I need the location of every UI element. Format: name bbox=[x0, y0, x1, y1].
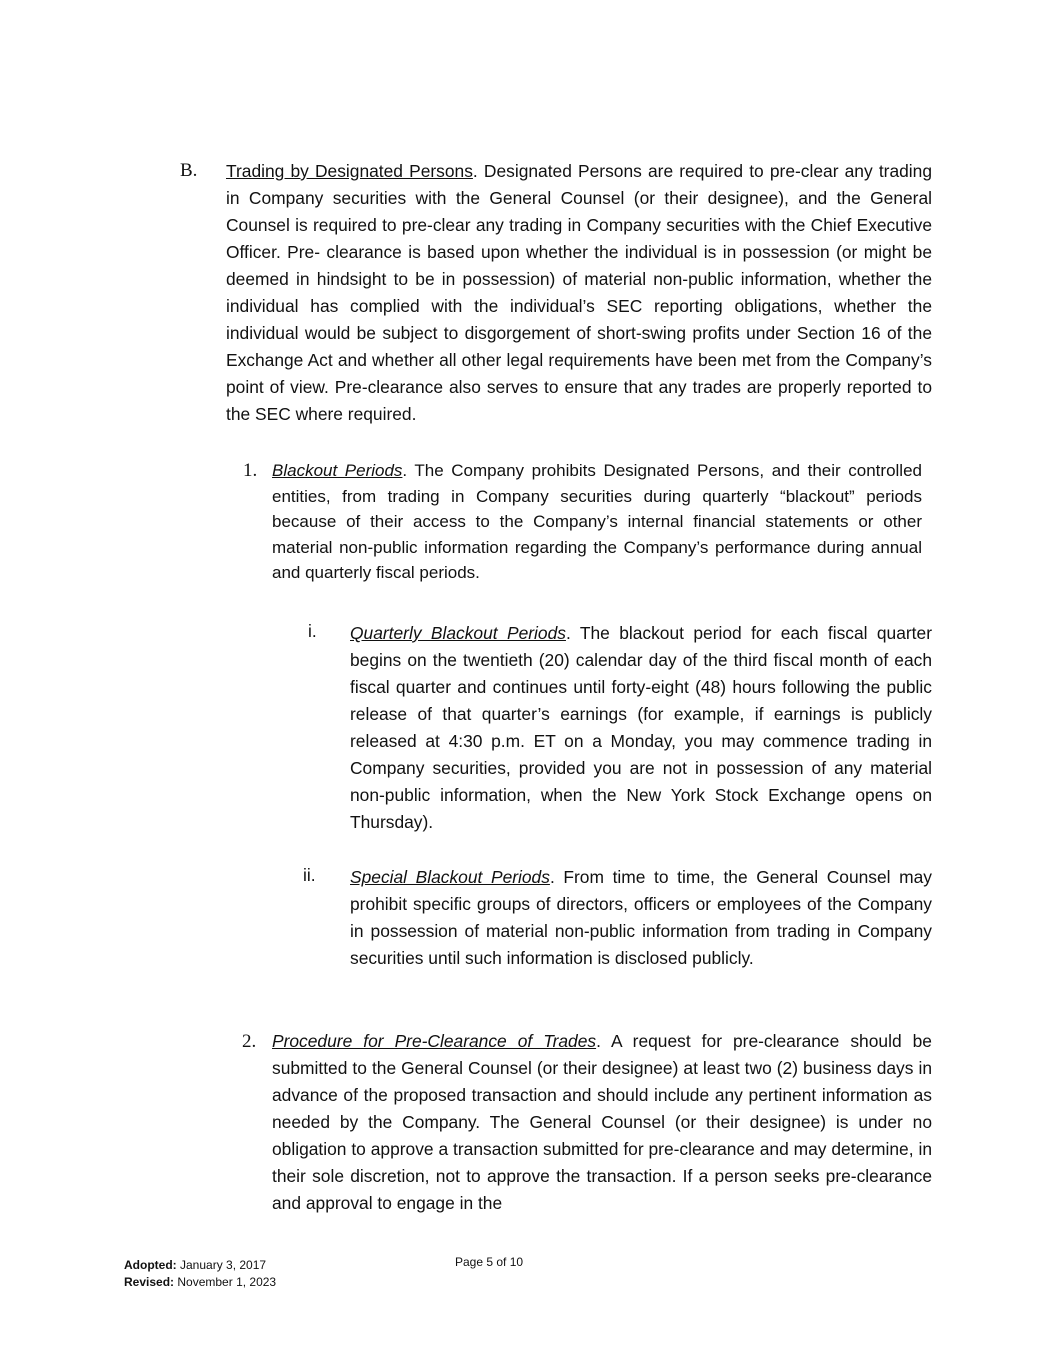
section-b-heading: Trading by Designated Persons bbox=[226, 161, 473, 181]
item-1-paragraph bbox=[272, 458, 922, 586]
sub-item-ii-paragraph bbox=[350, 864, 932, 972]
item-1-text: . The Company prohibits Designated Persons, and their controlled entities, from trading in Company securities during quarterly “blackout” periods because of their access to the Company’s internal financial statements or other material non-public information regarding the Company’s performance during annual and quarterly fiscal periods. bbox=[272, 461, 922, 582]
section-b-marker: B. bbox=[180, 160, 198, 181]
sub-item-ii-text: . From time to time, the General Counsel may prohibit specific groups of directors, officers or employees of the Company in possession of material non-public information from trading in Company securities until such information is disclosed publicly. bbox=[350, 867, 932, 968]
item-1-heading: Blackout Periods bbox=[272, 461, 403, 480]
item-2-marker: 2. bbox=[242, 1031, 257, 1052]
item-1-marker: 1. bbox=[243, 460, 258, 481]
footer-adopted bbox=[124, 1257, 266, 1274]
sub-item-i-heading: Quarterly Blackout Periods bbox=[350, 623, 566, 643]
item-2-heading: Procedure for Pre-Clearance of Trades bbox=[272, 1031, 597, 1051]
sub-item-i-marker: i. bbox=[308, 621, 317, 641]
item-2-paragraph bbox=[272, 1028, 932, 1217]
item-2-text: . A request for pre-clearance should be submitted to the General Counsel (or their designee) at least two (2) business days in advance of the proposed transaction and should include any pertinent information as needed by the Company. The General Counsel (or their designee) is under no obligation to approve a transaction submitted for pre-clearance and may determine, in their sole discretion, not to approve the transaction. If a person seeks pre-clearance and approval to engage in the bbox=[272, 1031, 932, 1213]
revised-date: November 1, 2023 bbox=[177, 1275, 277, 1289]
sub-item-ii-heading: Special Blackout Periods bbox=[350, 867, 550, 887]
footer-revised bbox=[124, 1274, 276, 1291]
sub-item-i-paragraph bbox=[350, 620, 932, 836]
sub-item-ii-marker: ii. bbox=[303, 865, 316, 885]
sub-item-i-text: . The blackout period for each fiscal quarter begins on the twentieth (20) calendar day of the third fiscal month of each fiscal quarter and continues until forty-eight (48) hours following the public release of that quarter’s earnings (for example, if earnings is publicly released at 4:30 p.m. ET on a Monday, you may commence trading in Company securities, provided you are not in possession of any material non-public information, when the New York Stock Exchange opens on Thursday). bbox=[350, 623, 932, 832]
revised-label: Revised: bbox=[124, 1275, 175, 1289]
section-b-text: . Designated Persons are required to pre-clear any trading in Company securities with the General Counsel (or their designee), and the General Counsel is required to pre-clear any trading in Company securities with the Chief Executive Officer. Pre- clearance is based upon whether the individual is in possession (or might be deemed in hindsight to be in possession) of material non-public information, whether the individual has complied with the individual’s SEC reporting obligations, whether the individual would be subject to disgorgement of short-swing profits under Section 16 of the Exchange Act and whether all other legal requirements have been met from the Company’s point of view. Pre-clearance also serves to ensure that any trades are properly reported to the SEC where required. bbox=[226, 161, 932, 424]
adopted-label: Adopted: bbox=[124, 1258, 177, 1272]
section-b-paragraph bbox=[226, 158, 932, 428]
adopted-date: January 3, 2017 bbox=[180, 1258, 267, 1272]
page-number: Page 5 of 10 bbox=[455, 1255, 524, 1269]
